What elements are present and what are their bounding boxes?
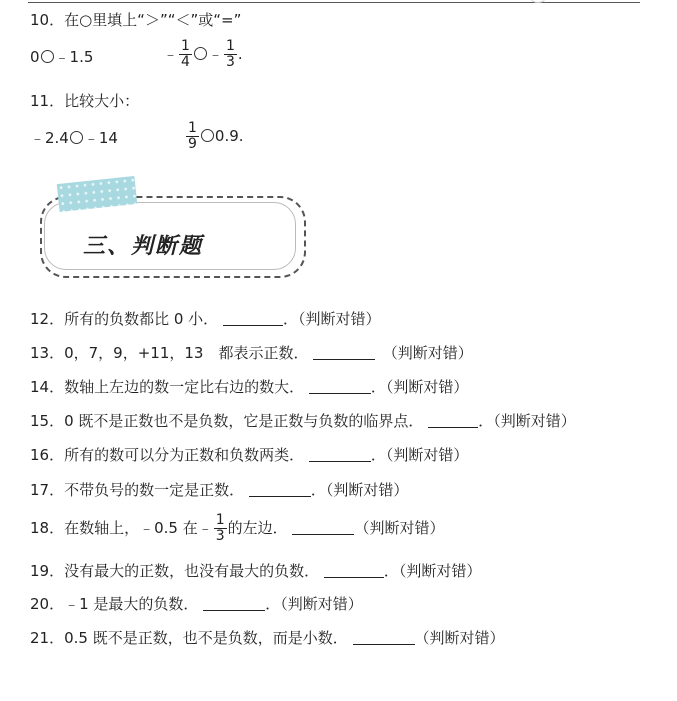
q10-b xyxy=(163,39,243,70)
q10-b-suffix: . xyxy=(237,45,243,63)
q11-stem: 11．比较大小： xyxy=(30,92,140,110)
q10-a xyxy=(30,47,93,67)
answer-circle[interactable] xyxy=(70,131,83,144)
q11-b-fraction: $\frac{1}{9}$ xyxy=(188,120,197,152)
q10-b-fraction-1: $\frac{1}{4}$ xyxy=(181,38,190,70)
question-19: 19．没有最大的正数，也没有最大的负数． ．（判断对错） xyxy=(30,562,482,580)
answer-blank[interactable] xyxy=(249,482,311,497)
q11-b-right: 0.9. xyxy=(214,127,244,145)
question-18: 18．在数轴上，﹣0.5 在﹣ $\frac{1}{3}$ 的左边． （判断对错） xyxy=(30,512,445,544)
answer-circle[interactable] xyxy=(194,47,207,60)
question-16: 16．所有的数可以分为正数和负数两类． ．（判断对错） xyxy=(30,446,469,464)
section-heading xyxy=(38,180,310,285)
question-13: 13．0，7，9，+11，13 都表示正数． （判断对错） xyxy=(30,344,473,362)
question-20: 20．﹣1 是最大的负数． ．（判断对错） xyxy=(30,595,363,613)
answer-blank[interactable] xyxy=(292,520,354,535)
question-17: 17．不带负号的数一定是正数． ．（判断对错） xyxy=(30,481,409,499)
answer-blank[interactable] xyxy=(353,630,415,645)
answer-blank[interactable] xyxy=(309,447,371,462)
top-rule xyxy=(28,2,640,3)
answer-circle[interactable] xyxy=(41,50,54,63)
q10-a-right: ﹣1.5 xyxy=(54,48,94,66)
answer-blank[interactable] xyxy=(203,596,265,611)
answer-blank[interactable] xyxy=(324,563,384,578)
q10-b-fraction-2: $\frac{1}{3}$ xyxy=(225,38,235,70)
q11-a xyxy=(30,128,118,148)
answer-circle[interactable] xyxy=(201,129,214,142)
q10-a-left: 0 xyxy=(30,48,40,66)
q10-b-prefix: ﹣ xyxy=(163,45,179,63)
answer-blank[interactable] xyxy=(223,311,283,326)
q11-a-right: ﹣14 xyxy=(83,129,118,147)
q18-fraction: $\frac{1}{3}$ xyxy=(215,512,225,544)
answer-blank[interactable] xyxy=(428,413,478,428)
section-title: 三、判断题 xyxy=(83,233,204,259)
question-21: 21．0.5 既不是正数，也不是负数，而是小数． （判断对错） xyxy=(30,629,505,647)
answer-blank[interactable] xyxy=(313,345,375,360)
answer-blank[interactable] xyxy=(309,379,371,394)
q11-b xyxy=(185,121,244,152)
question-12: 12．所有的负数都比 0 小． ．（判断对错） xyxy=(30,310,381,328)
question-15: 15．0 既不是正数也不是负数，它是正数与负数的临界点． ．（判断对错） xyxy=(30,412,576,430)
question-14: 14．数轴上左边的数一定比右边的数大． ．（判断对错） xyxy=(30,378,469,396)
q10-stem: 10．在○里填上“＞”“＜”或“=” xyxy=(30,11,242,29)
q11-a-left: ﹣2.4 xyxy=(30,129,69,147)
q10-b-mid: ﹣ xyxy=(207,45,223,63)
